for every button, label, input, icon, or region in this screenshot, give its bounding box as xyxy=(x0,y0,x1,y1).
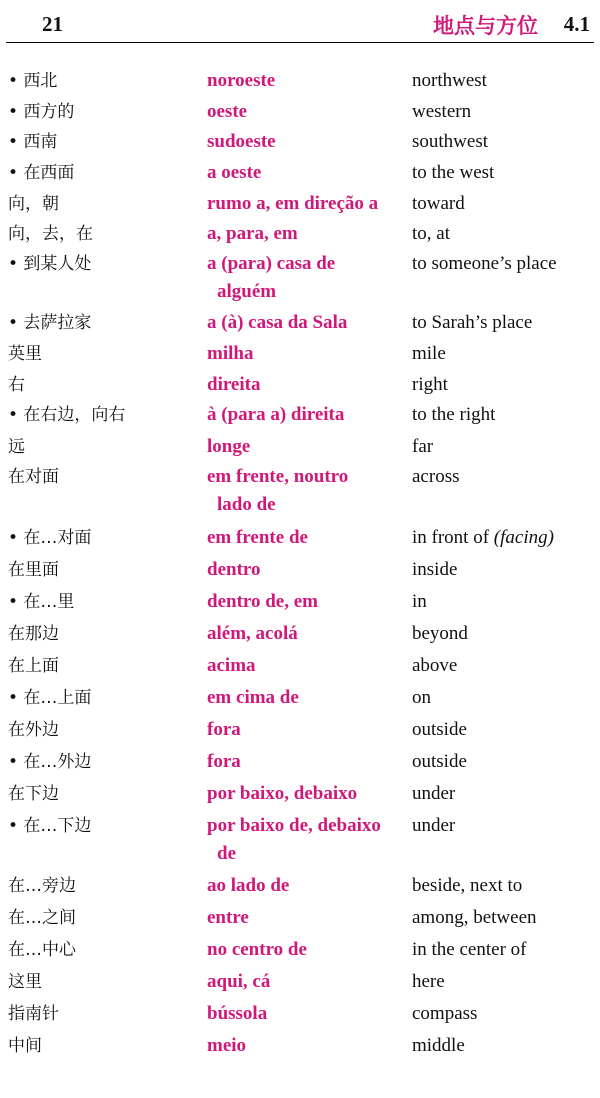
portuguese-term xyxy=(207,968,405,996)
portuguese-term-line: longe xyxy=(207,436,251,457)
portuguese-term xyxy=(207,220,405,248)
portuguese-term xyxy=(207,904,405,932)
portuguese-term xyxy=(207,190,405,218)
chinese-term: • 在…对面 xyxy=(8,528,92,548)
portuguese-term xyxy=(207,588,405,616)
english-term xyxy=(412,936,526,964)
chinese-term: • 在…上面 xyxy=(8,688,92,708)
portuguese-term-line: além, acolá xyxy=(207,623,298,644)
portuguese-term xyxy=(207,340,405,368)
portuguese-term-line: a (à) casa da Sala xyxy=(207,312,348,333)
portuguese-term xyxy=(207,159,405,187)
chinese-term: • 在…外边 xyxy=(8,752,92,772)
page-header xyxy=(0,0,600,44)
chinese-term: • 在…里 xyxy=(8,592,75,612)
portuguese-term-line: milha xyxy=(207,343,254,364)
portuguese-term-line: dentro xyxy=(207,559,261,580)
portuguese-term-line: dentro de, em xyxy=(207,591,318,612)
english-term-text: under xyxy=(412,815,456,836)
portuguese-term xyxy=(207,620,405,648)
portuguese-term-line: acima xyxy=(207,655,256,676)
chinese-term: • 到某人处 xyxy=(8,254,92,274)
portuguese-term xyxy=(207,128,405,156)
portuguese-term xyxy=(207,371,405,399)
chinese-term: 向，去，在 xyxy=(8,224,93,244)
english-term xyxy=(412,371,448,399)
portuguese-term xyxy=(207,936,405,964)
chinese-term: 中间 xyxy=(8,1036,42,1056)
english-term xyxy=(412,812,455,840)
portuguese-term xyxy=(207,1000,405,1028)
portuguese-term-line: entre xyxy=(207,907,249,928)
section-number: 4.1 xyxy=(563,12,590,36)
portuguese-term-line: meio xyxy=(207,1035,247,1056)
portuguese-term-line: oeste xyxy=(207,101,248,122)
portuguese-term-line: fora xyxy=(207,751,241,772)
portuguese-term-line: alguém xyxy=(217,281,277,302)
chinese-term: 在对面 xyxy=(8,467,59,487)
portuguese-term-line: rumo a, em direção a xyxy=(207,193,379,214)
english-term xyxy=(412,872,522,900)
chinese-term: 在里面 xyxy=(8,560,59,580)
page-number: 21 xyxy=(42,12,63,36)
portuguese-term xyxy=(207,812,405,868)
portuguese-term xyxy=(207,748,405,776)
portuguese-term-line: de xyxy=(217,843,236,864)
portuguese-term-line: a, para, em xyxy=(207,223,298,244)
english-term xyxy=(412,463,459,491)
portuguese-term xyxy=(207,780,405,808)
english-term-text: to the west xyxy=(412,162,495,183)
english-term-note: (facing) xyxy=(493,527,554,548)
english-term-text: to Sarah’s place xyxy=(412,312,533,333)
portuguese-term-line: a oeste xyxy=(207,162,262,183)
english-term xyxy=(412,652,457,680)
english-term-text: western xyxy=(412,101,472,122)
english-term-text: beside, next to xyxy=(412,875,523,896)
english-term xyxy=(412,250,557,278)
portuguese-term xyxy=(207,524,405,552)
english-term xyxy=(412,1000,477,1028)
portuguese-term xyxy=(207,684,405,712)
portuguese-term-line: em frente de xyxy=(207,527,308,548)
chinese-term: 在那边 xyxy=(8,624,59,644)
english-term-text: southwest xyxy=(412,131,488,152)
chinese-term: 右 xyxy=(8,375,25,395)
english-term-text: outside xyxy=(412,751,467,772)
portuguese-term xyxy=(207,401,405,429)
portuguese-term xyxy=(207,872,405,900)
english-term xyxy=(412,588,427,616)
chinese-term: • 西方的 xyxy=(8,102,75,122)
chinese-term: • 西北 xyxy=(8,71,58,91)
english-term xyxy=(412,433,433,461)
portuguese-term-line: em frente, noutro xyxy=(207,466,349,487)
english-term-text: to someone’s place xyxy=(412,253,557,274)
english-term xyxy=(412,556,457,584)
english-term xyxy=(412,220,450,248)
english-term-text: mile xyxy=(412,343,446,364)
english-term-text: inside xyxy=(412,559,458,580)
chinese-term: 远 xyxy=(8,437,25,457)
english-term-text: in xyxy=(412,591,427,612)
chinese-term: • 在西面 xyxy=(8,163,75,183)
english-term xyxy=(412,340,446,368)
chinese-term: • 去萨拉家 xyxy=(8,313,92,333)
chinese-term: 在…之间 xyxy=(8,908,76,928)
section-title: 地点与方位 xyxy=(433,14,538,38)
english-term xyxy=(412,524,554,552)
english-term xyxy=(412,620,468,648)
english-term xyxy=(412,309,532,337)
english-term xyxy=(412,716,467,744)
portuguese-term xyxy=(207,716,405,744)
english-term-text: here xyxy=(412,971,445,992)
english-term-text: above xyxy=(412,655,458,676)
chinese-term: 英里 xyxy=(8,344,42,364)
portuguese-term-line: por baixo, debaixo xyxy=(207,783,358,804)
chinese-term: 这里 xyxy=(8,972,42,992)
header-rule xyxy=(6,42,594,43)
english-term-text: beyond xyxy=(412,623,468,644)
english-term-text: northwest xyxy=(412,70,487,91)
portuguese-term-line: a (para) casa de xyxy=(207,253,336,274)
english-term xyxy=(412,98,471,126)
portuguese-term-line: noroeste xyxy=(207,70,276,91)
portuguese-term xyxy=(207,309,405,337)
portuguese-term-line: à (para a) direita xyxy=(207,404,345,425)
english-term-text: middle xyxy=(412,1035,465,1056)
english-term-text: to, at xyxy=(412,223,450,244)
english-term xyxy=(412,159,494,187)
chinese-term: • 在右边，向右 xyxy=(8,405,126,425)
english-term-text: across xyxy=(412,466,460,487)
portuguese-term-line: bússola xyxy=(207,1003,268,1024)
portuguese-term xyxy=(207,463,405,519)
portuguese-term xyxy=(207,98,405,126)
english-term-text: toward xyxy=(412,193,465,214)
chinese-term: • 在…下边 xyxy=(8,816,92,836)
portuguese-term xyxy=(207,250,405,306)
chinese-term: 指南针 xyxy=(8,1004,59,1024)
english-term-text: in the center of xyxy=(412,939,527,960)
chinese-term: 在…旁边 xyxy=(8,876,76,896)
english-term xyxy=(412,780,455,808)
portuguese-term xyxy=(207,1032,405,1060)
english-term xyxy=(412,401,495,429)
portuguese-term xyxy=(207,67,405,95)
portuguese-term-line: no centro de xyxy=(207,939,307,960)
english-term xyxy=(412,128,488,156)
portuguese-term-line: lado de xyxy=(217,494,276,515)
english-term-text: on xyxy=(412,687,431,708)
portuguese-term-line: fora xyxy=(207,719,241,740)
english-term-text: to the right xyxy=(412,404,496,425)
english-term xyxy=(412,190,465,218)
portuguese-term-line: direita xyxy=(207,374,261,395)
portuguese-term-line: sudoeste xyxy=(207,131,276,152)
english-term-text: right xyxy=(412,374,448,395)
english-term xyxy=(412,67,487,95)
chinese-term: 向，朝 xyxy=(8,194,59,214)
chinese-term: • 西南 xyxy=(8,132,58,152)
english-term xyxy=(412,968,445,996)
english-term-text: far xyxy=(412,436,434,457)
portuguese-term-line: em cima de xyxy=(207,687,299,708)
english-term-text: outside xyxy=(412,719,467,740)
portuguese-term xyxy=(207,652,405,680)
english-term-text: among, between xyxy=(412,907,537,928)
chinese-term: 在…中心 xyxy=(8,940,76,960)
english-term xyxy=(412,748,467,776)
chinese-term: 在外边 xyxy=(8,720,59,740)
english-term-text: compass xyxy=(412,1003,478,1024)
english-term-text: under xyxy=(412,783,456,804)
english-term-text: in front of xyxy=(412,527,490,548)
english-term xyxy=(412,904,537,932)
english-term xyxy=(412,1032,465,1060)
portuguese-term-line: ao lado de xyxy=(207,875,290,896)
english-term xyxy=(412,684,431,712)
chinese-term: 在上面 xyxy=(8,656,59,676)
chinese-term: 在下边 xyxy=(8,784,59,804)
portuguese-term xyxy=(207,433,405,461)
portuguese-term xyxy=(207,556,405,584)
portuguese-term-line: por baixo de, debaixo xyxy=(207,815,381,836)
portuguese-term-line: aqui, cá xyxy=(207,971,271,992)
